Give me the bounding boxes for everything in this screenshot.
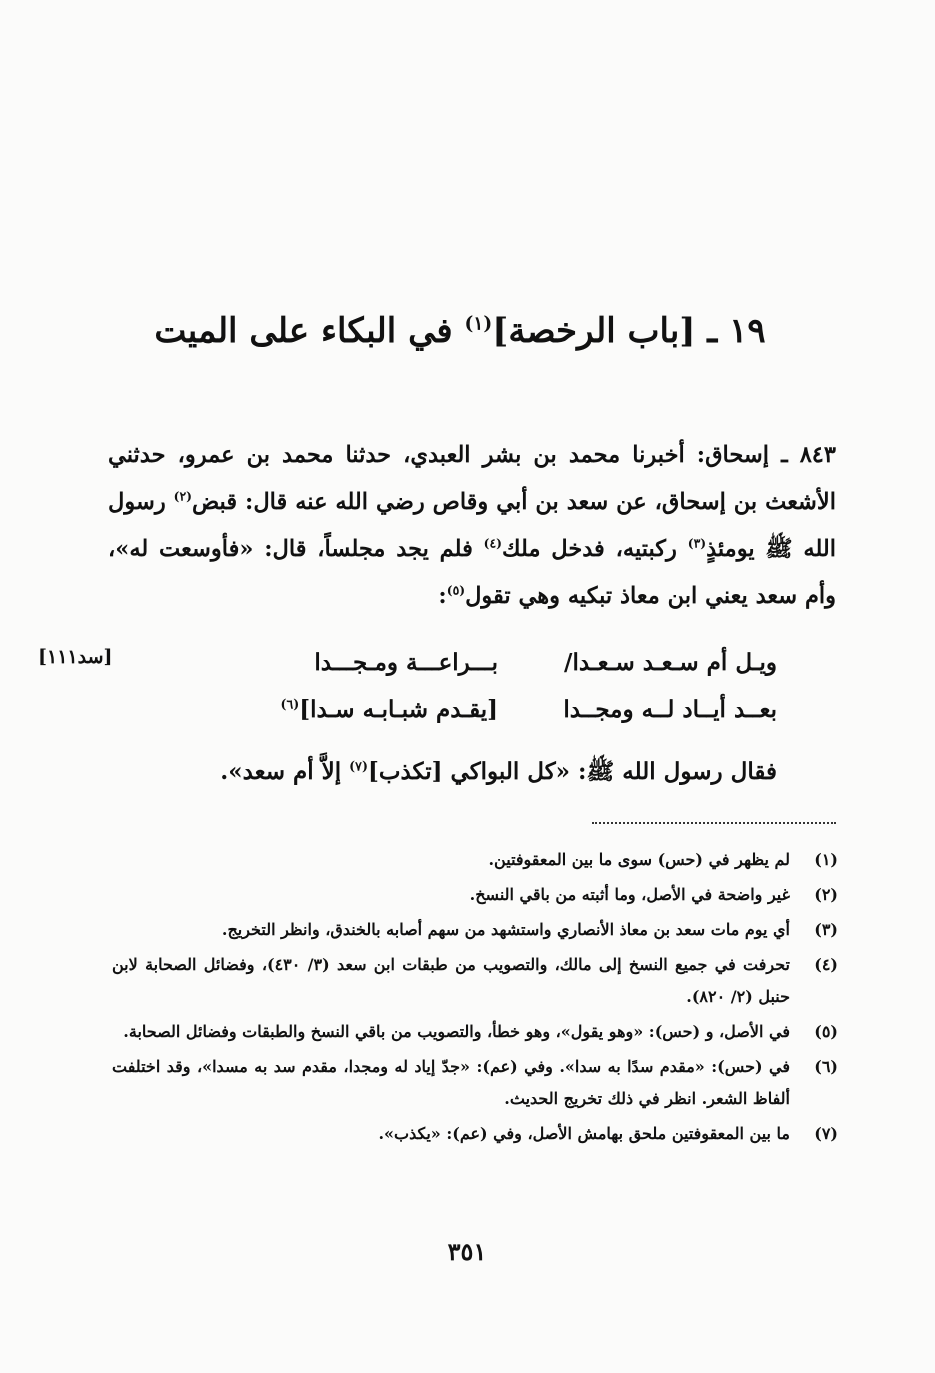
footnote-text: في الأصل، و (حس): «وهو يقول»، وهو خطأ، والتصويب من باقي النسخ والطبقات وفضائل الصحابة. bbox=[123, 1022, 790, 1041]
chapter-bracketed-name: باب الرخصة bbox=[508, 311, 680, 351]
footnote-ref: (٤) bbox=[483, 535, 503, 551]
footnote-ref: (٧) bbox=[349, 758, 368, 774]
final-line-text-end: إلاَّ أم سعد». bbox=[220, 758, 350, 785]
hadith-final-line bbox=[220, 748, 777, 796]
footnote-ref: (٢) bbox=[173, 488, 192, 504]
footnote-number: (٥) bbox=[814, 1022, 838, 1041]
hadith-text-part: : bbox=[438, 583, 447, 609]
footnote-text: أي يوم مات سعد بن معاذ الأنصاري واستشهد من سهم أصابه بالخندق، وانظر التخريج. bbox=[221, 920, 790, 939]
footnote-number: (٦) bbox=[814, 1057, 838, 1076]
footnote-separator bbox=[592, 822, 836, 824]
verse-line2-second-hemistich bbox=[280, 690, 498, 730]
footnote-text: تحرفت في جميع النسخ إلى مالك، والتصويب من طبقات ابن سعد (٣/ ٤٣٠)، وفضائل الصحابة لابن حنبل (٢/ ٨٢٠). bbox=[112, 955, 791, 1006]
hadith-text-part: ركبتيه، فدخل ملك bbox=[502, 536, 688, 562]
hadith-text-part: ـ إسحاق: أخبرنا محمد بن بشر العبدي، حدثنا محمد بن عمرو، حدثني الأشعث بن إسحاق، عن سعد بن أبي وقاص رضي الله عنه قال: قبض bbox=[108, 442, 836, 515]
footnote-number: (٣) bbox=[814, 920, 838, 939]
footnote-item bbox=[112, 1051, 838, 1115]
hadith-number: ٨٤٣ bbox=[799, 442, 836, 468]
footnote-number: (٤) bbox=[814, 955, 838, 974]
chapter-close-bracket: ] bbox=[492, 311, 509, 351]
footnote-item bbox=[112, 949, 838, 1013]
footnote-text: غير واضحة في الأصل، وما أثبته من باقي النسخ. bbox=[469, 885, 790, 904]
verse-line2-first-hemistich: بعــد أيــاد لــه ومجــدا bbox=[563, 696, 777, 723]
chapter-open-bracket: [ bbox=[679, 311, 696, 351]
hadith-text-part: رسول الله ﷺ يومئذٍ bbox=[108, 489, 837, 562]
margin-manuscript-note: [سد١١١] bbox=[38, 646, 113, 668]
footnote-item bbox=[112, 879, 838, 911]
footnote-item bbox=[112, 844, 838, 876]
verse-line1-second-hemistich: بـــراعـــة ومـجـــدا bbox=[314, 649, 498, 676]
hadith-paragraph bbox=[108, 432, 836, 620]
footnote-item bbox=[112, 1118, 838, 1150]
footnote-number: (٧) bbox=[814, 1124, 838, 1143]
footnotes-section bbox=[112, 844, 838, 1153]
footnote-number: (١) bbox=[814, 850, 838, 869]
chapter-number: ١٩ bbox=[729, 311, 766, 351]
footnote-ref: (٣) bbox=[687, 535, 707, 551]
chapter-dash: ـ bbox=[707, 311, 718, 351]
verse-line2-second-text: [يقـدم شبـابـه سـدا] bbox=[299, 696, 498, 723]
chapter-title bbox=[150, 296, 770, 366]
footnote-item bbox=[112, 1016, 838, 1048]
footnote-ref: (٦) bbox=[280, 696, 300, 712]
page-number: ٣٥١ bbox=[447, 1237, 487, 1266]
footnote-text: لم يظهر في (حس) سوى ما بين المعقوفتين. bbox=[488, 850, 790, 869]
hadith-text-part: فلم يجد مجلساً، قال: «فأوسعت له»، وأم سعد يعني ابن معاذ تبكيه وهي تقول bbox=[108, 536, 836, 609]
footnote-text: في (حس): «مقدم سدًا به سدا». وفي (عم): «جدّ إياد له ومجدا، مقدم سد به مسدا»، وقد اختلفت ألفاظ الشعر. انظر في ذلك تخريج الحديث. bbox=[112, 1057, 790, 1108]
footnote-ref: (٥) bbox=[446, 582, 466, 598]
chapter-title-rest: في البكاء على الميت bbox=[154, 311, 453, 351]
footnote-text: ما بين المعقوفتين ملحق بهامش الأصل، وفي (عم): «يكذب». bbox=[378, 1124, 790, 1143]
chapter-footnote-ref: (١) bbox=[464, 312, 493, 335]
verse-line1-first-hemistich: ويـل أم سـعـد سـعـدا/ bbox=[564, 649, 777, 676]
final-line-text: فقال رسول الله ﷺ: «كل البواكي [تكذب] bbox=[367, 758, 777, 785]
footnote-number: (٢) bbox=[814, 885, 838, 904]
footnote-item bbox=[112, 914, 838, 946]
